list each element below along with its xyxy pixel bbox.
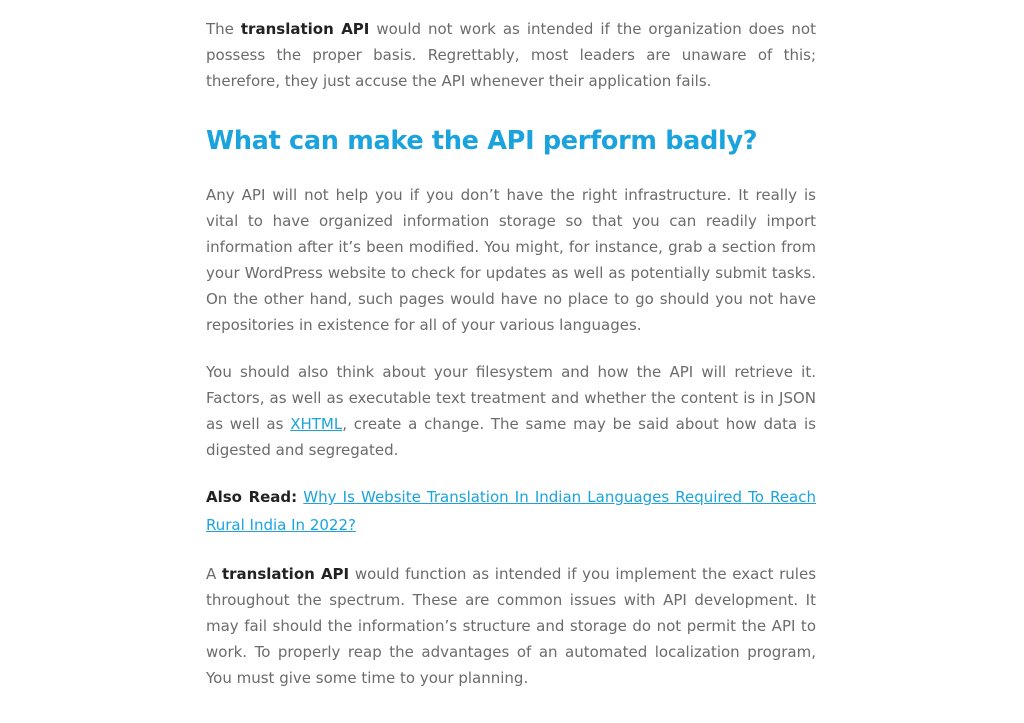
infrastructure-paragraph: Any API will not help you if you don’t have the right infrastructure. It really is vital to have organized information storage so that you can readily import information after it’s been modified. You might, for instance, grab a section from your WordPress website to check for updates as well as potentially submit tasks. On the other hand, such pages would have no place to go should you not have repositories in existence for all of your various languages. <box>206 186 816 334</box>
also-read-link[interactable]: Why Is Website Translation In Indian Languages Required To Reach Rural India In 2022? <box>206 488 816 534</box>
conclusion-text: would function as intended if you implement the exact rules throughout the spectrum. These are common issues with API development. It may fail should the information’s structure and storage do not permit the API to work. To properly reap the advantages of an automated localization program, You must give some time to your planning. <box>206 565 817 687</box>
filesystem-text-before: You should also think about your filesystem and how the API will retrieve it. Factors, as well as executable text treatment and whether the content is in JSON as well as <box>206 363 816 433</box>
also-read-label: Also Read: <box>206 488 298 506</box>
article-body <box>206 16 816 691</box>
filesystem-paragraph <box>206 359 816 463</box>
section-heading: What can make the API perform badly? <box>206 126 758 156</box>
xhtml-link[interactable]: XHTML <box>290 415 343 433</box>
also-read <box>206 483 816 539</box>
intro-lead: The <box>206 20 241 38</box>
conclusion-lead: A <box>206 565 222 583</box>
conclusion-keyword: translation API <box>221 565 350 583</box>
intro-paragraph <box>206 16 816 94</box>
intro-text: would not work as intended if the organization does not possess the proper basis. Regrettably, most leaders are unaware of this; therefore, they just accuse the API whenever their application fails. <box>206 20 816 90</box>
intro-keyword: translation API <box>240 20 370 38</box>
conclusion-paragraph <box>206 561 816 691</box>
filesystem-text-after: , create a change. The same may be said about how data is digested and segregated. <box>206 415 816 459</box>
